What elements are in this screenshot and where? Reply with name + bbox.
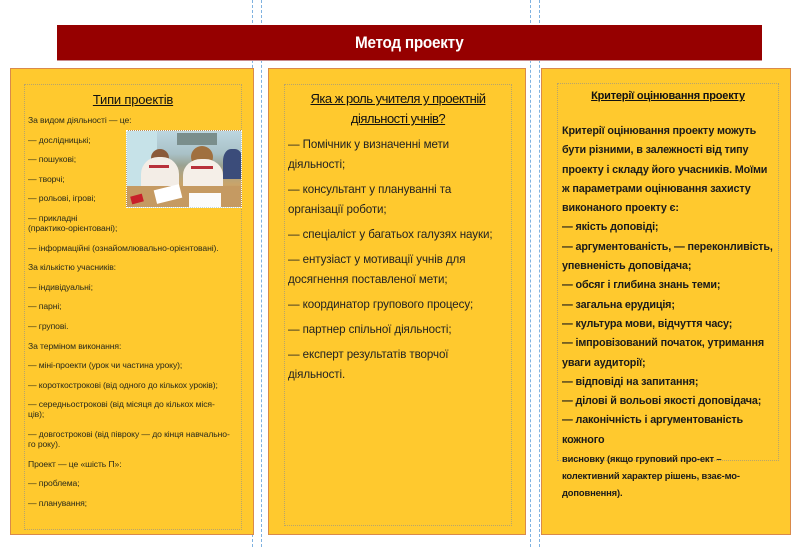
intro-paragraph: Критерії оцінювання проекту можуть бути різними, в залежності від типу проекту і складу його учасників. Моїми ж параметрами оцінювання захисту виконаного проекту є: — [562, 125, 768, 215]
list-item: — довгострокові (від півроку — до кінця навчально- — [28, 428, 230, 439]
list-item: — короткострокові (від одного до кількох уроків); — [28, 379, 218, 390]
panel-heading: Типи проектів — [92, 92, 174, 107]
list-item: — рольові, ігрові; — [28, 193, 96, 204]
list-item: — міні-проекти (урок чи частина уроку); — [28, 360, 183, 371]
guide-line — [261, 0, 262, 547]
list-item: го року). — [28, 438, 61, 449]
list-item: — пошукові; — [28, 154, 77, 165]
list-item: — інформаційні (ознайомлювально-орієнтовані). — [28, 242, 219, 253]
list-item: — дослідницькі; — [28, 134, 91, 145]
list-item: — прикладні — [28, 212, 78, 223]
list-item: — ділові й вольові якості доповідача; — [562, 395, 762, 408]
panel-teacher-role — [268, 68, 526, 535]
list-item: — консультант у плануванні та організації роботи; — [288, 183, 452, 216]
list-item: — якість доповіді; — [562, 221, 659, 234]
list-item: За видом діяльності — це: — [28, 115, 132, 125]
list-item: — партнер спільної діяльності; — [288, 323, 452, 336]
footnote: висновку (якщо груповий про-ект – колективний характер рішень, взає-мо-доповнення). — [562, 453, 740, 499]
list-item: — ентузіаст у мотивації учнів для досягнення поставленої мети; — [288, 253, 466, 286]
list-item: — культура мови, відчуття часу; — [562, 317, 733, 330]
section-label: За кількістю учасників: — [28, 262, 116, 273]
list-item: — експерт результатів творчої діяльності. — [288, 348, 449, 381]
list-item: — планування; — [28, 497, 87, 508]
text-frame[interactable] — [557, 83, 779, 499]
section-label: Проект — це «шість П»: — [28, 458, 122, 469]
panel-heading: Яка ж роль учителя у проектній діяльності учнів? — [310, 91, 486, 126]
classroom-photo[interactable] — [126, 130, 242, 208]
list-item: — лаконічність і аргументованість кожного — [562, 414, 743, 446]
panel-project-types — [10, 68, 254, 535]
list-item: (практико-орієнтовані); — [28, 222, 118, 233]
list-item: — імпровізований початок, утримання уваги аудиторії; — [562, 337, 764, 369]
list-item: — аргументованість, — переконливість, упевненість доповідача; — [562, 240, 773, 273]
list-item: — спеціаліст у багатьох галузях науки; — [288, 228, 493, 241]
list-item: — середньострокові (від місяця до кількох міся- — [28, 399, 215, 410]
list-item: — обсяг і глибина знань теми; — [562, 279, 721, 292]
guide-line — [530, 0, 531, 547]
panel-heading: Критерії оцінювання проекту — [591, 90, 745, 102]
list-item: — творчі; — [28, 173, 65, 184]
text-frame[interactable] — [24, 84, 242, 530]
list-item: — групові. — [28, 320, 69, 331]
list-item: — Помічник у визначенні мети діяльності; — [288, 138, 450, 171]
panel-evaluation-criteria — [541, 68, 791, 535]
list-item: — проблема; — [28, 478, 80, 489]
page-title: Метод проекту — [355, 32, 464, 52]
list-item: — координатор групового процесу; — [288, 298, 474, 311]
list-item: — парні; — [28, 301, 62, 312]
list-item: — індивідуальні; — [28, 281, 93, 292]
text-frame[interactable] — [284, 84, 512, 526]
section-label: За терміном виконання: — [28, 340, 122, 351]
list-item: ців); — [28, 409, 45, 420]
guide-line — [539, 0, 540, 547]
list-item: — загальна ерудиція; — [562, 298, 675, 311]
title-banner — [57, 25, 762, 61]
list-item: — відповіді на запитання; — [562, 375, 699, 388]
